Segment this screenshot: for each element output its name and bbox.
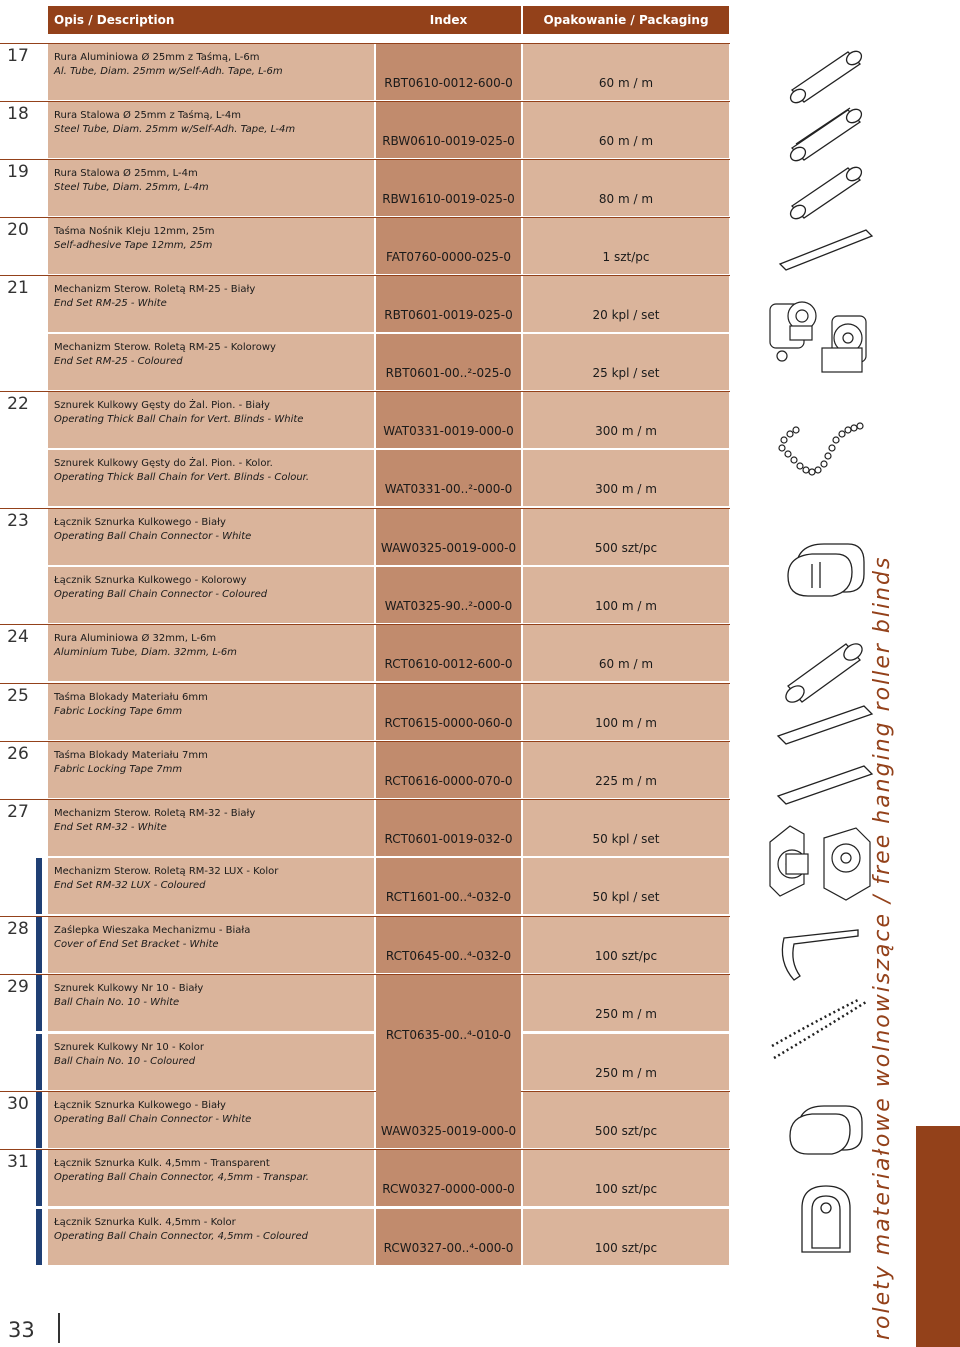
description-english: Al. Tube, Diam. 25mm w/Self-Adh. Tape, L-6m bbox=[54, 66, 283, 77]
row-accent-bar bbox=[36, 625, 42, 681]
description-polish: Rura Stalowa Ø 25mm, L-4m bbox=[54, 168, 198, 179]
description-polish: Sznurek Kulkowy Nr 10 - Biały bbox=[54, 983, 204, 994]
row-number: 30 bbox=[7, 1094, 29, 1114]
row-description bbox=[48, 975, 374, 1031]
row-packaging: 60 m / m bbox=[523, 44, 729, 100]
end-set-rm32-icon bbox=[760, 812, 880, 912]
row-index-code: RCT1601-00..⁴-032-0 bbox=[376, 858, 521, 914]
row-packaging: 500 szt/pc bbox=[523, 509, 729, 565]
row-accent-bar bbox=[36, 858, 42, 914]
table-row bbox=[0, 1209, 730, 1265]
row-accent-bar bbox=[36, 1209, 42, 1265]
fabric-locking-tape-6-icon bbox=[772, 700, 876, 748]
description-english: Steel Tube, Diam. 25mm w/Self-Adh. Tape, L-4m bbox=[54, 124, 296, 135]
row-index-code: RCT0615-0000-060-0 bbox=[376, 684, 521, 740]
ball-chain-no10-icon bbox=[768, 992, 872, 1068]
row-accent-bar bbox=[36, 1150, 42, 1206]
row-description bbox=[48, 1209, 374, 1265]
row-index-code: RCW0327-00..⁴-000-0 bbox=[376, 1209, 521, 1265]
row-accent-bar bbox=[36, 392, 42, 448]
row-description bbox=[48, 1150, 374, 1206]
row-packaging: 100 szt/pc bbox=[523, 917, 729, 973]
description-english: Steel Tube, Diam. 25mm, L-4m bbox=[54, 182, 209, 193]
row-packaging: 100 szt/pc bbox=[523, 1209, 729, 1265]
aluminium-tube-icon bbox=[778, 40, 874, 104]
description-english: Operating Thick Ball Chain for Vert. Blinds - Colour. bbox=[54, 472, 310, 483]
row-packaging: 300 m / m bbox=[523, 392, 729, 448]
row-number: 26 bbox=[7, 744, 29, 764]
description-english: Operating Thick Ball Chain for Vert. Blinds - White bbox=[54, 414, 304, 425]
row-accent-bar bbox=[36, 509, 42, 565]
table-row bbox=[0, 975, 730, 1031]
connector-white-icon bbox=[780, 1092, 874, 1166]
row-accent-bar bbox=[36, 276, 42, 332]
row-index-code: RBW0610-0019-025-0 bbox=[376, 102, 521, 158]
description-english: Operating Ball Chain Connector, 4,5mm - Coloured bbox=[54, 1231, 308, 1242]
description-english: Self-adhesive Tape 12mm, 25m bbox=[54, 240, 213, 251]
description-english: Fabric Locking Tape 7mm bbox=[54, 764, 183, 775]
table-row bbox=[0, 334, 730, 390]
row-accent-bar bbox=[36, 684, 42, 740]
row-description bbox=[48, 218, 374, 274]
row-number: 20 bbox=[7, 220, 29, 240]
description-polish: Mechanizm Sterow. Roletą RM-32 LUX - Kolor bbox=[54, 866, 279, 877]
description-english: Ball Chain No. 10 - White bbox=[54, 997, 180, 1008]
row-index-code: RBT0601-00..²-025-0 bbox=[376, 334, 521, 390]
row-packaging: 225 m / m bbox=[523, 742, 729, 798]
row-number: 18 bbox=[7, 104, 29, 124]
row-accent-bar bbox=[36, 1034, 42, 1090]
row-index-code: FAT0760-0000-025-0 bbox=[376, 218, 521, 274]
description-english: Operating Ball Chain Connector, 4,5mm - Transpar. bbox=[54, 1172, 309, 1183]
row-number: 24 bbox=[7, 627, 29, 647]
row-packaging: 250 m / m bbox=[523, 1034, 729, 1090]
row-description bbox=[48, 742, 374, 798]
merged-index-29: RCT0635-00..⁴-010-0 bbox=[376, 978, 521, 1092]
row-packaging: 50 kpl / set bbox=[523, 800, 729, 856]
row-description bbox=[48, 625, 374, 681]
table-row bbox=[0, 102, 730, 158]
row-index-code: WAT0325-90..²-000-0 bbox=[376, 567, 521, 623]
description-polish: Łącznik Sznurka Kulk. 4,5mm - Kolor bbox=[54, 1217, 236, 1228]
row-description bbox=[48, 392, 374, 448]
description-polish: Łącznik Sznurka Kulk. 4,5mm - Transparent bbox=[54, 1158, 270, 1169]
row-description bbox=[48, 509, 374, 565]
row-description bbox=[48, 276, 374, 332]
row-accent-bar bbox=[36, 102, 42, 158]
table-row bbox=[0, 858, 730, 914]
description-polish: Sznurek Kulkowy Gęsty do Żal. Pion. - Kolor. bbox=[54, 458, 273, 469]
description-english: End Set RM-32 - White bbox=[54, 822, 167, 833]
row-description bbox=[48, 858, 374, 914]
bracket-cover-icon bbox=[774, 918, 874, 988]
table-row bbox=[0, 1092, 730, 1148]
steel-tube-icon bbox=[778, 156, 874, 220]
table-row bbox=[0, 509, 730, 565]
row-packaging: 100 szt/pc bbox=[523, 1150, 729, 1206]
row-packaging: 1 szt/pc bbox=[523, 218, 729, 274]
row-number: 31 bbox=[7, 1152, 29, 1172]
row-number: 21 bbox=[7, 278, 29, 298]
row-number: 25 bbox=[7, 686, 29, 706]
connector-transparent-icon bbox=[780, 1178, 870, 1264]
row-index-code: RBW1610-0019-025-0 bbox=[376, 160, 521, 216]
description-english: End Set RM-32 LUX - Coloured bbox=[54, 880, 206, 891]
row-number: 19 bbox=[7, 162, 29, 182]
table-row bbox=[0, 684, 730, 740]
fabric-locking-tape-7-icon bbox=[772, 760, 876, 808]
header-packaging: Opakowanie / Packaging bbox=[523, 6, 729, 34]
row-description bbox=[48, 334, 374, 390]
row-packaging: 300 m / m bbox=[523, 450, 729, 506]
table-row bbox=[0, 567, 730, 623]
row-index-code: RCT0601-0019-032-0 bbox=[376, 800, 521, 856]
table-row bbox=[0, 44, 730, 100]
description-english: Cover of End Set Bracket - White bbox=[54, 939, 219, 950]
description-polish: Taśma Nośnik Kleju 12mm, 25m bbox=[54, 226, 215, 237]
end-set-rm25-icon bbox=[762, 286, 882, 386]
thick-ball-chain-icon bbox=[772, 408, 872, 488]
table-row bbox=[0, 917, 730, 973]
page-number-divider bbox=[58, 1313, 60, 1343]
row-packaging: 20 kpl / set bbox=[523, 276, 729, 332]
row-number: 22 bbox=[7, 394, 29, 414]
row-accent-bar bbox=[36, 334, 42, 390]
table-row bbox=[0, 392, 730, 448]
table-row bbox=[0, 800, 730, 856]
description-english: Operating Ball Chain Connector - Coloured bbox=[54, 589, 268, 600]
row-description bbox=[48, 102, 374, 158]
table-row bbox=[0, 160, 730, 216]
row-index-code: RCT0610-0012-600-0 bbox=[376, 625, 521, 681]
description-polish: Rura Aluminiowa Ø 32mm, L-6m bbox=[54, 633, 217, 644]
row-index-code: WAW0325-0019-000-0 bbox=[376, 509, 521, 565]
description-polish: Zaślepka Wieszaka Mechanizmu - Biała bbox=[54, 925, 251, 936]
description-polish: Sznurek Kulkowy Gęsty do Żal. Pion. - Biały bbox=[54, 400, 270, 411]
row-number: 23 bbox=[7, 511, 29, 531]
row-index-code: WAT0331-00..²-000-0 bbox=[376, 450, 521, 506]
description-english: Aluminium Tube, Diam. 32mm, L-6m bbox=[54, 647, 237, 658]
row-index-code: RCT0616-0000-070-0 bbox=[376, 742, 521, 798]
aluminium-tube-32-icon bbox=[776, 628, 872, 708]
page-number: 33 bbox=[8, 1318, 35, 1342]
description-polish: Rura Stalowa Ø 25mm z Taśmą, L-4m bbox=[54, 110, 242, 121]
row-packaging: 250 m / m bbox=[523, 975, 729, 1031]
row-number: 28 bbox=[7, 919, 29, 939]
row-packaging: 80 m / m bbox=[523, 160, 729, 216]
row-description bbox=[48, 1034, 374, 1090]
row-accent-bar bbox=[36, 742, 42, 798]
row-number: 27 bbox=[7, 802, 29, 822]
steel-tube-tape-icon bbox=[778, 98, 874, 162]
description-english: Operating Ball Chain Connector - White bbox=[54, 1114, 252, 1125]
row-packaging: 25 kpl / set bbox=[523, 334, 729, 390]
description-polish: Mechanizm Sterow. Roletą RM-25 - Biały bbox=[54, 284, 256, 295]
row-accent-bar bbox=[36, 975, 42, 1031]
row-packaging: 100 m / m bbox=[523, 567, 729, 623]
row-accent-bar bbox=[36, 44, 42, 100]
description-polish: Łącznik Sznurka Kulkowego - Biały bbox=[54, 517, 226, 528]
row-packaging: 50 kpl / set bbox=[523, 858, 729, 914]
row-index-code: RBT0601-0019-025-0 bbox=[376, 276, 521, 332]
table-row bbox=[0, 742, 730, 798]
description-english: Operating Ball Chain Connector - White bbox=[54, 531, 252, 542]
description-english: Fabric Locking Tape 6mm bbox=[54, 706, 183, 717]
description-english: End Set RM-25 - Coloured bbox=[54, 356, 183, 367]
row-description bbox=[48, 1092, 374, 1148]
row-description bbox=[48, 44, 374, 100]
description-polish: Taśma Blokady Materiału 6mm bbox=[54, 692, 208, 703]
row-packaging: 100 m / m bbox=[523, 684, 729, 740]
description-polish: Mechanizm Sterow. Roletą RM-32 - Biały bbox=[54, 808, 256, 819]
row-packaging: 500 szt/pc bbox=[523, 1092, 729, 1148]
row-accent-bar bbox=[36, 450, 42, 506]
table-row bbox=[0, 450, 730, 506]
row-index-code: RBT0610-0012-600-0 bbox=[376, 44, 521, 100]
row-packaging: 60 m / m bbox=[523, 102, 729, 158]
row-accent-bar bbox=[36, 1092, 42, 1148]
table-row bbox=[0, 625, 730, 681]
table-row bbox=[0, 218, 730, 274]
row-accent-bar bbox=[36, 218, 42, 274]
row-packaging: 60 m / m bbox=[523, 625, 729, 681]
description-polish: Łącznik Sznurka Kulkowego - Biały bbox=[54, 1100, 226, 1111]
description-english: End Set RM-25 - White bbox=[54, 298, 167, 309]
description-english: Ball Chain No. 10 - Coloured bbox=[54, 1056, 196, 1067]
side-category-label: rolety materiałowe wolnowiszące / free hanging roller blinds bbox=[870, 555, 895, 1340]
adhesive-tape-icon bbox=[774, 222, 878, 278]
description-polish: Łącznik Sznurka Kulkowego - Kolorowy bbox=[54, 575, 247, 586]
row-number: 29 bbox=[7, 977, 29, 997]
row-accent-bar bbox=[36, 567, 42, 623]
row-accent-bar bbox=[36, 160, 42, 216]
row-number: 17 bbox=[7, 46, 29, 66]
row-description bbox=[48, 800, 374, 856]
row-index-code: WAT0331-0019-000-0 bbox=[376, 392, 521, 448]
row-description bbox=[48, 567, 374, 623]
row-index-code: RCT0645-00..⁴-032-0 bbox=[376, 917, 521, 973]
row-description bbox=[48, 160, 374, 216]
side-color-block bbox=[916, 1126, 960, 1347]
row-index-code: RCW0327-0000-000-0 bbox=[376, 1150, 521, 1206]
row-accent-bar bbox=[36, 800, 42, 856]
ball-chain-connector-icon bbox=[776, 530, 872, 610]
row-description bbox=[48, 450, 374, 506]
description-polish: Mechanizm Sterow. Roletą RM-25 - Kolorowy bbox=[54, 342, 276, 353]
description-polish: Taśma Blokady Materiału 7mm bbox=[54, 750, 208, 761]
table-row bbox=[0, 1034, 730, 1090]
row-index-code: WAW0325-0019-000-0 bbox=[376, 1092, 521, 1148]
row-description bbox=[48, 684, 374, 740]
description-polish: Sznurek Kulkowy Nr 10 - Kolor bbox=[54, 1042, 204, 1053]
header-index: Index bbox=[376, 6, 521, 34]
header-description: Opis / Description bbox=[48, 6, 380, 34]
table-row bbox=[0, 276, 730, 332]
row-description bbox=[48, 917, 374, 973]
row-accent-bar bbox=[36, 917, 42, 973]
description-polish: Rura Aluminiowa Ø 25mm z Taśmą, L-6m bbox=[54, 52, 260, 63]
table-row bbox=[0, 1150, 730, 1206]
